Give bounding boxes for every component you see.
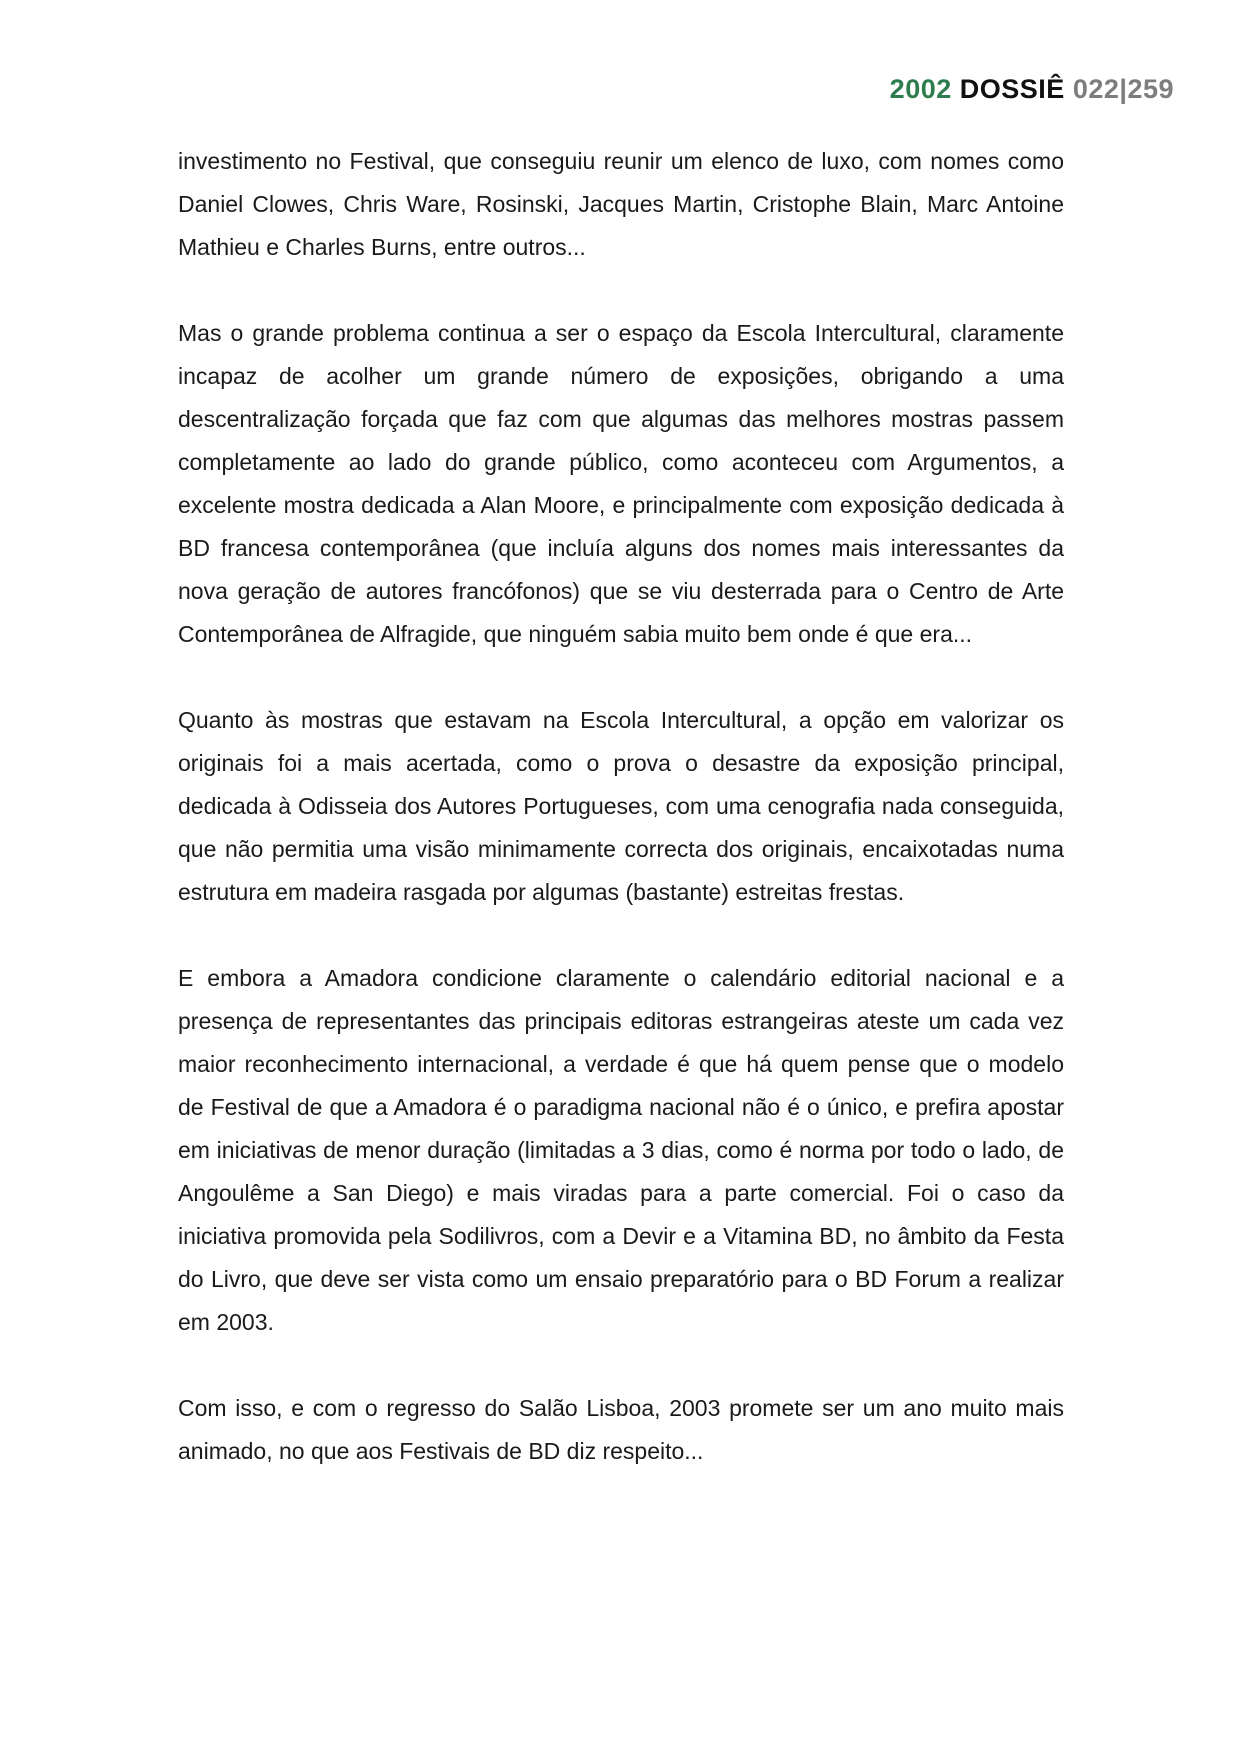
header-page-separator: | [1119,74,1128,104]
paragraph-5: Com isso, e com o regresso do Salão Lisboa, 2003 promete ser um ano muito mais animado, no que aos Festivais de BD diz respeito... [178,1395,1064,1464]
paragraph-1: investimento no Festival, que conseguiu reunir um elenco de luxo, com nomes como Daniel Clowes, Chris Ware, Rosinski, Jacques Martin, Cristophe Blain, Marc Antoine Mathieu e Charles Burns, entre outros... [178,148,1064,260]
article-body [178,140,1064,1516]
header-year: 2002 [889,74,952,104]
paragraph-3: Quanto às mostras que estavam na Escola Intercultural, a opção em valorizar os originais foi a mais acertada, como o prova o desastre da exposição principal, dedicada à Odisseia dos Autores Portugueses, com uma cenografia nada conseguida, que não permitia uma visão minimamente correcta dos originais, encaixotadas numa estrutura em madeira rasgada por algumas (bastante) estreitas frestas. [178,707,1064,905]
page-header [890,74,1174,105]
header-section-title: DOSSIÊ [959,74,1065,104]
header-page-number [1073,74,1174,104]
paragraph-4: E embora a Amadora condicione claramente o calendário editorial nacional e a presença de representantes das principais editoras estrangeiras ateste um cada vez maior reconhecimento internacional, a verdade é que há quem pense que o modelo de Festival de que a Amadora é o paradigma nacional não é o único, e prefira apostar em iniciativas de menor duração (limitadas a 3 dias, como é norma por todo o lado, de Angoulême a San Diego) e mais viradas para a parte comercial. Foi o caso da iniciativa promovida pela Sodilivros, com a Devir e a Vitamina BD, no âmbito da Festa do Livro, que deve ser vista como um ensaio preparatório para o BD Forum a realizar em 2003. [178,965,1064,1335]
paragraph-2: Mas o grande problema continua a ser o espaço da Escola Intercultural, claramente incapaz de acolher um grande número de exposições, obrigando a uma descentralização forçada que faz com que algumas das melhores mostras passem completamente ao lado do grande público, como aconteceu com Argumentos, a excelente mostra dedicada a Alan Moore, e principalmente com exposição dedicada à BD francesa contemporânea (que incluía alguns dos nomes mais interessantes da nova geração de autores francófonos) que se viu desterrada para o Centro de Arte Contemporânea de Alfragide, que ninguém sabia muito bem onde é que era... [178,320,1064,647]
header-page-current: 022 [1072,74,1120,104]
header-page-total: 259 [1127,74,1174,104]
